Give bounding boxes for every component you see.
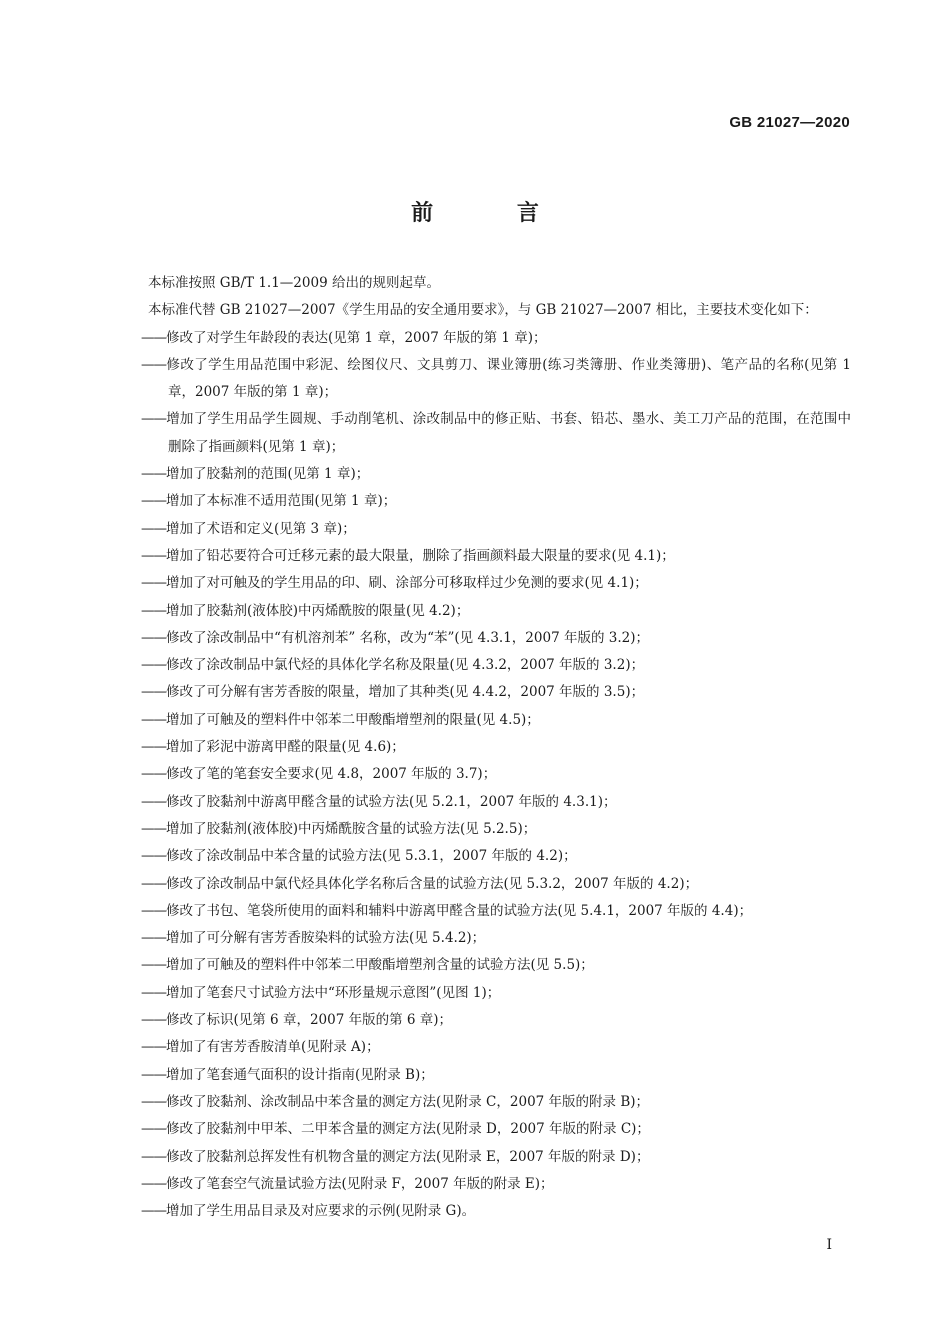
intro-paragraph: 本标准按照 GB/T 1.1—2009 给出的规则起草。: [148, 275, 440, 291]
change-item: [116, 1144, 851, 1171]
dash-marker: ——: [141, 1093, 166, 1110]
changes-list: [116, 325, 851, 1226]
change-item-text: 增加了胶黏剂的范围(见第 1 章)；: [166, 466, 370, 483]
change-item: [116, 652, 851, 679]
dash-marker: ——: [141, 411, 166, 428]
dash-marker: ——: [141, 1148, 166, 1165]
page-title: 前 言: [411, 201, 577, 226]
change-item: [116, 516, 851, 543]
change-item-text: 增加了胶黏剂(液体胶)中丙烯酰胺的限量(见 4.2)；: [166, 602, 470, 619]
intro-paragraph: 本标准代替 GB 21027—2007《学生用品的安全通用要求》，与 GB 21027—2007 相比，主要技术变化如下：: [148, 302, 818, 319]
dash-marker: ——: [141, 930, 166, 947]
change-item: [116, 543, 851, 570]
page-number: I: [826, 1237, 832, 1253]
dash-marker: ——: [141, 902, 166, 919]
change-item-text: 增加了术语和定义(见第 3 章)；: [166, 520, 356, 537]
change-item-text: 修改了学生用品范围中彩泥、绘图仪尺、文具剪刀、课业簿册(练习类簿册、作业类簿册)、笔产品的名称(见第 1 章，2007 年版的第 1 章)；: [166, 356, 851, 401]
change-item-text: 修改了胶黏剂总挥发性有机物含量的测定方法(见附录 E，2007 年版的附录 D)；: [166, 1148, 650, 1165]
dash-marker: ——: [141, 766, 166, 783]
change-item-text: 增加了笔套通气面积的设计指南(见附录 B)；: [166, 1066, 434, 1083]
change-item-text: 修改了笔的笔套安全要求(见 4.8，2007 年版的 3.7)；: [166, 766, 497, 783]
change-item-text: 修改了涂改制品中“有机溶剂苯” 名称，改为“苯”(见 4.3.1，2007 年版的 3.2)；: [166, 629, 649, 646]
change-item-text: 修改了涂改制品中苯含量的试验方法(见 5.3.1，2007 年版的 4.2)；: [166, 848, 577, 865]
change-item: [116, 734, 851, 761]
dash-marker: ——: [141, 657, 166, 674]
change-item-text: 修改了笔套空气流量试验方法(见附录 F，2007 年版的附录 E)；: [166, 1175, 554, 1192]
change-item: [116, 761, 851, 788]
change-item: [116, 816, 851, 843]
change-item-text: 增加了对可触及的学生用品的印、刷、涂部分可移取样过少免测的要求(见 4.1)；: [166, 575, 648, 592]
change-item: [116, 952, 851, 979]
change-item: [116, 1116, 851, 1143]
change-item-text: 增加了学生用品学生圆规、手动削笔机、涂改制品中的修正贴、书套、铅芯、墨水、美工刀产品的范围，在范围中删除了指画颜料(见第 1 章)；: [166, 411, 851, 455]
change-item: [116, 980, 851, 1007]
change-item-text: 增加了笔套尺寸试验方法中“环形量规示意图”(见图 1)；: [166, 984, 501, 1001]
foreword-body: [116, 270, 851, 1225]
dash-marker: ——: [141, 820, 166, 837]
dash-marker: ——: [141, 875, 166, 892]
dash-marker: ——: [141, 1039, 166, 1056]
dash-marker: ——: [141, 466, 166, 483]
dash-marker: ——: [141, 356, 166, 373]
change-item: [116, 707, 851, 734]
change-item: [116, 325, 851, 352]
dash-marker: ——: [141, 629, 166, 646]
change-item: [116, 679, 851, 706]
change-item-text: 修改了可分解有害芳香胺的限量，增加了其种类(见 4.4.2，2007 年版的 3.5)；: [166, 684, 645, 701]
change-item: [116, 1198, 851, 1225]
change-item: [116, 352, 851, 407]
change-item: [116, 406, 851, 461]
change-item: [116, 843, 851, 870]
change-item-text: 增加了铅芯要符合可迁移元素的最大限量，删除了指画颜料最大限量的要求(见 4.1)；: [166, 547, 675, 564]
change-item: [116, 598, 851, 625]
change-item: [116, 488, 851, 515]
change-item-text: 修改了胶黏剂中甲苯、二甲苯含量的测定方法(见附录 D，2007 年版的附录 C)；: [166, 1121, 650, 1138]
change-item: [116, 1034, 851, 1061]
change-item-text: 修改了书包、笔袋所使用的面料和辅料中游离甲醛含量的试验方法(见 5.4.1，2007 年版的 4.4)；: [166, 902, 753, 919]
change-item-text: 修改了对学生年龄段的表达(见第 1 章，2007 年版的第 1 章)；: [166, 329, 547, 346]
standard-number: GB 21027—2020: [729, 114, 850, 131]
change-item: [116, 1171, 851, 1198]
change-item-text: 增加了胶黏剂(液体胶)中丙烯酰胺含量的试验方法(见 5.2.5)；: [166, 820, 537, 837]
change-item-text: 修改了涂改制品中氯代烃具体化学名称后含量的试验方法(见 5.3.2，2007 年版的 4.2)；: [166, 875, 699, 892]
dash-marker: ——: [141, 848, 166, 865]
dash-marker: ——: [141, 739, 166, 756]
dash-marker: ——: [141, 957, 166, 974]
change-item: [116, 1062, 851, 1089]
change-item-text: 修改了胶黏剂、涂改制品中苯含量的测定方法(见附录 C，2007 年版的附录 B)；: [166, 1093, 650, 1110]
change-item: [116, 1089, 851, 1116]
dash-marker: ——: [141, 1121, 166, 1138]
change-item: [116, 461, 851, 488]
dash-marker: ——: [141, 329, 166, 346]
dash-marker: ——: [141, 984, 166, 1001]
change-item: [116, 789, 851, 816]
dash-marker: ——: [141, 1012, 166, 1029]
dash-marker: ——: [141, 602, 166, 619]
change-item: [116, 925, 851, 952]
change-item-text: 增加了可分解有害芳香胺染料的试验方法(见 5.4.2)；: [166, 930, 486, 947]
dash-marker: ——: [141, 575, 166, 592]
change-item: [116, 625, 851, 652]
change-item-text: 增加了可触及的塑料件中邻苯二甲酸酯增塑剂含量的试验方法(见 5.5)；: [166, 957, 594, 974]
change-item-text: 增加了学生用品目录及对应要求的示例(见附录 G)。: [166, 1203, 476, 1220]
dash-marker: ——: [141, 547, 166, 564]
change-item: [116, 871, 851, 898]
change-item-text: 增加了有害芳香胺清单(见附录 A)；: [166, 1039, 380, 1056]
change-item-text: 增加了可触及的塑料件中邻苯二甲酸酯增塑剂的限量(见 4.5)；: [166, 711, 540, 728]
change-item-text: 增加了彩泥中游离甲醛的限量(见 4.6)；: [166, 739, 405, 756]
change-item-text: 修改了标识(见第 6 章，2007 年版的第 6 章)；: [166, 1012, 453, 1029]
dash-marker: ——: [141, 793, 166, 810]
change-item: [116, 570, 851, 597]
dash-marker: ——: [141, 711, 166, 728]
dash-marker: ——: [141, 493, 166, 510]
change-item: [116, 898, 851, 925]
dash-marker: ——: [141, 1175, 166, 1192]
dash-marker: ——: [141, 684, 166, 701]
change-item-text: 修改了涂改制品中氯代烃的具体化学名称及限量(见 4.3.2，2007 年版的 3.2)；: [166, 657, 645, 674]
dash-marker: ——: [141, 1203, 166, 1220]
change-item-text: 修改了胶黏剂中游离甲醛含量的试验方法(见 5.2.1，2007 年版的 4.3.1)；: [166, 793, 617, 810]
dash-marker: ——: [141, 520, 166, 537]
change-item-text: 增加了本标准不适用范围(见第 1 章)；: [166, 493, 397, 510]
change-item: [116, 1007, 851, 1034]
dash-marker: ——: [141, 1066, 166, 1083]
